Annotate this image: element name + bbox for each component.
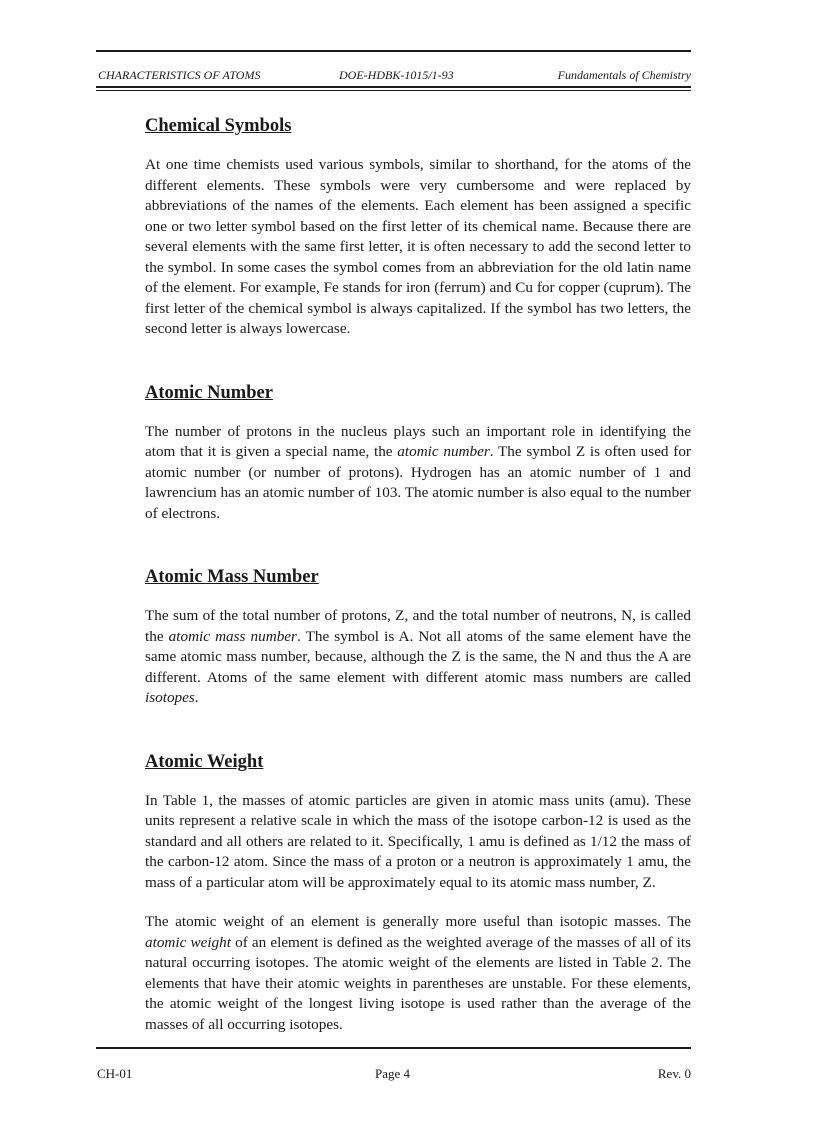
text-run: The number of protons in the nucleus plays such an important role in identifying the atom that it is given a special name, the xyxy=(145,422,691,460)
paragraph: In Table 1, the masses of atomic particles are given in atomic mass units (amu). These units represent a relative scale in which the mass of the isotope carbon-12 is used as the standard and all others are related to it. Specifically, 1 amu is defined as 1/12 the mass of the carbon-12 atom. Since the mass of a proton or a neutron is approximately 1 amu, the mass of a particular atom will be approximately equal to its atomic mass number, Z. xyxy=(145,791,691,891)
header-module-title: Fundamentals of Chemistry xyxy=(557,68,691,82)
footer-page-number: Page 4 xyxy=(375,1066,411,1081)
header-document-id: DOE-HDBK-1015/1-93 xyxy=(339,68,454,82)
paragraph xyxy=(145,606,691,709)
defined-term: atomic number xyxy=(397,443,490,460)
text-run: The sum of the total number of protons, Z, and the total number of neutrons, N, is called the xyxy=(145,607,691,645)
header-rule-thin xyxy=(96,90,691,91)
paragraph: At one time chemists used various symbols, similar to shorthand, for the atoms of the different elements. These symbols were very cumbersome and were replaced by abbreviations of the names of the elements. Each element has been assigned a specific one or two letter symbol based on the first letter of its chemical name. Because there are several elements with the same first letter, it is often necessary to add the second letter to the symbol. In some cases the symbol comes from an abbreviation for the old latin name of the element. For example, Fe stands for iron (ferrum) and Cu for copper (cuprum). The first letter of the chemical symbol is always capitalized. If the symbol has two letters, the second letter is always lowercase. xyxy=(145,156,691,337)
paragraph xyxy=(145,912,691,1035)
header-top-rule xyxy=(96,50,691,52)
defined-term: atomic mass number xyxy=(168,627,297,645)
footer-revision: Rev. 0 xyxy=(657,1066,691,1081)
section-atomic-number xyxy=(145,380,691,525)
page-footer xyxy=(96,1066,691,1082)
section-heading: Atomic Weight xyxy=(145,751,264,772)
defined-term: isotopes xyxy=(145,689,195,706)
section-heading: Atomic Number xyxy=(145,382,273,403)
text-run: . The symbol Z is often used for atomic number (or number of protons). Hydrogen has an atomic number of 1 and lawrencium has an atomic number of 103. The atomic number is also equal to the number of electrons. xyxy=(145,443,691,522)
footer-rule xyxy=(96,1047,691,1049)
section-chemical-symbols xyxy=(145,113,691,340)
section-heading: Atomic Mass Number xyxy=(145,567,319,587)
text-run: of an element is defined as the weighted average of the masses of all of its natural occurring isotopes. The atomic weight of the elements are listed in Table 2. The elements that have their atomic weights in parentheses are unstable. For these elements, the atomic weight of the longest living isotope is used rather than the average of the masses of all occurring isotopes. xyxy=(145,933,691,1033)
footer-module-id: CH-01 xyxy=(97,1066,133,1081)
page-body xyxy=(145,113,691,1035)
defined-term: atomic weight xyxy=(145,933,231,951)
section-atomic-weight xyxy=(145,749,691,1036)
text-run: . xyxy=(194,689,199,706)
section-atomic-mass-number xyxy=(145,564,691,709)
text-run: . The symbol is A. Not all atoms of the same element have the same atomic mass number, because, although the Z is the same, the N and thus the A are different. Atoms of the same element with different atomic mass numbers are called xyxy=(145,627,692,686)
text-run: The atomic weight of an element is generally more useful than isotopic masses. The xyxy=(145,913,691,930)
page-header xyxy=(96,68,691,84)
paragraph xyxy=(145,422,691,525)
header-rule-thick xyxy=(96,86,691,88)
header-chapter-title: CHARACTERISTICS OF ATOMS xyxy=(98,68,261,82)
section-heading: Chemical Symbols xyxy=(145,116,292,136)
